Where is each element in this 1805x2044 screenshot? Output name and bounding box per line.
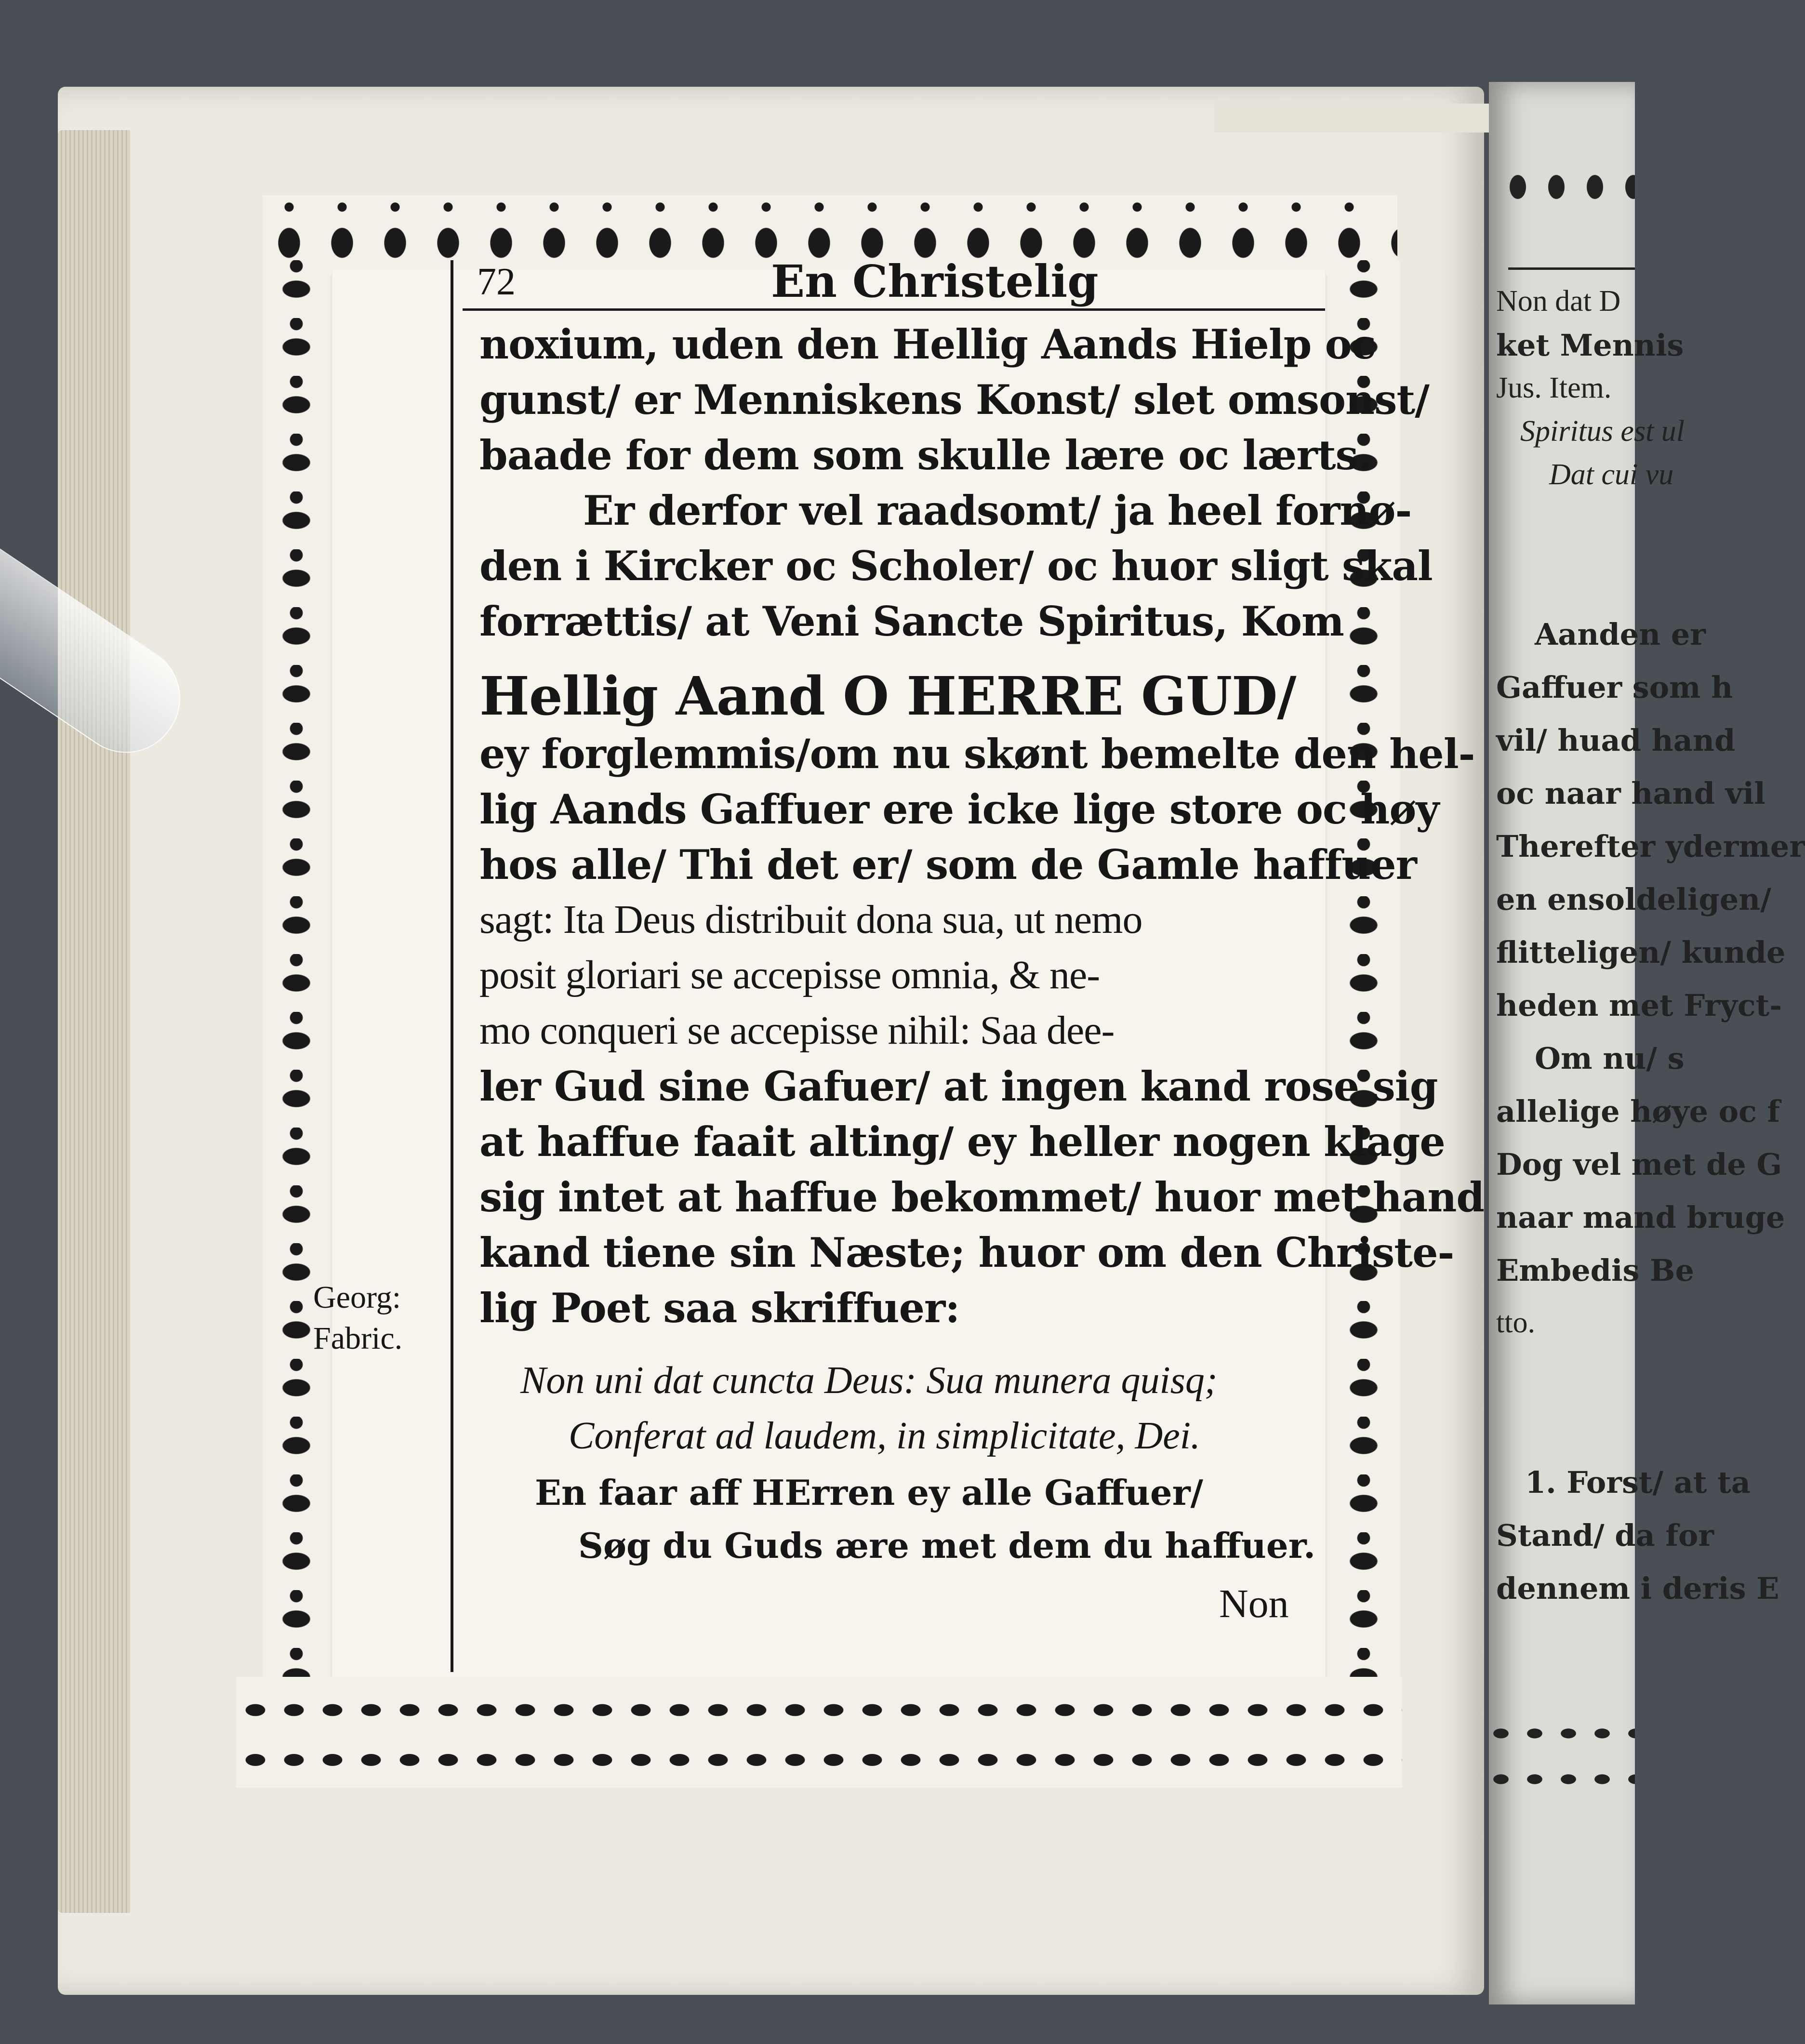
facing-line: Stand/ da for [1496,1518,1714,1553]
verse-line: Conferat ad laudem, in simplicitate, Dei. [569,1415,1200,1457]
verse-line: Søg du Guds ære met dem du haffuer. [578,1525,1316,1566]
body-line: Er derfor vel raadsomt/ ja heel fornø- [583,487,1412,534]
body-line: Hellig Aand O HERRE GUD/ [479,665,1296,727]
facing-line: Non dat D [1496,285,1621,318]
page-edges [58,130,130,1913]
page-number: 72 [477,261,516,303]
facing-line: naar mand bruge [1496,1200,1785,1235]
facing-line: Jus. Item. [1496,372,1612,404]
facing-line: vil/ huad hand [1496,723,1736,758]
ornamental-border-left [263,260,330,1686]
facing-line: Spiritus est ul [1520,415,1685,448]
verse-line: En faar aff HErren ey alle Gaffuer/ [535,1472,1203,1513]
body-line: baade for dem som skulle lære oc lærts. [479,431,1372,479]
facing-line: ket Mennis [1496,328,1684,363]
page-ribbon [1214,104,1494,133]
head-rule [463,308,1325,311]
verse-line: Non uni dat cuncta Deus: Sua munera quisq; [520,1359,1218,1402]
facing-line: Embedis Be [1496,1253,1694,1288]
body-line: at haffue faait alting/ ey heller nogen klage [479,1118,1445,1166]
body-line: lig Poet saa skriffuer: [479,1284,960,1332]
facing-line: Dat cui vu [1549,458,1674,491]
body-line: kand tiene sin Næste; huor om den Christe- [479,1229,1454,1276]
body-line: den i Kircker oc Scholer/ oc huor sligt skal [479,542,1433,590]
body-line: forrættis/ at Veni Sancte Spiritus, Kom [479,597,1344,645]
body-line: lig Aands Gaffuer ere icke lige store oc høy [479,785,1439,833]
facing-line: Aanden er [1535,617,1706,652]
facing-line: oc naar hand vil [1496,776,1765,811]
facing-line: dennem i deris E [1496,1571,1779,1606]
facing-line: en ensoldeligen/ [1496,882,1771,917]
facing-line: Om nu/ s [1535,1041,1685,1076]
facing-line: Gaffuer som h [1496,670,1733,705]
body-line: posit gloriari se accepisse omnia, & ne- [479,953,1100,997]
margin-note: Georg: [313,1280,401,1315]
body-line: mo conqueri se accepisse nihil: Saa dee- [479,1008,1115,1053]
body-line: gunst/ er Menniskens Konst/ slet omsonst/ [479,376,1429,424]
facing-line: Therefter ydermer [1496,829,1805,864]
facing-line: tto. [1496,1306,1535,1339]
facing-line: flitteligen/ kunde [1496,935,1786,970]
body-line: sagt: Ita Deus distribuit dona sua, ut nemo [479,897,1142,942]
facing-page-border-bottom [1484,1711,1635,1802]
facing-line: 1. Forst/ at ta [1525,1465,1751,1500]
body-line: hos alle/ Thi det er/ som de Gamle haffuer [479,841,1417,889]
ornamental-border-bottom [236,1677,1402,1788]
facing-page-text [1496,270,1805,1667]
facing-page-border-top [1499,145,1635,222]
facing-line: allelige høye oc f [1496,1094,1780,1129]
running-head: En Christelig [771,255,1099,307]
facing-line: heden met Fryct- [1496,988,1782,1023]
body-line: ey forglemmis/om nu skønt bemelte den hel- [479,730,1475,778]
catchword: Non [1219,1581,1289,1626]
margin-rule [451,260,453,1672]
margin-note: Fabric. [313,1321,403,1356]
body-line: sig intet at haffue bekommet/ huor met hand [479,1173,1485,1221]
body-line: noxium, uden den Hellig Aands Hielp oc [479,320,1376,368]
facing-line: Dog vel met de G [1496,1147,1782,1182]
body-line: ler Gud sine Gafuer/ at ingen kand rose sig [479,1062,1438,1110]
